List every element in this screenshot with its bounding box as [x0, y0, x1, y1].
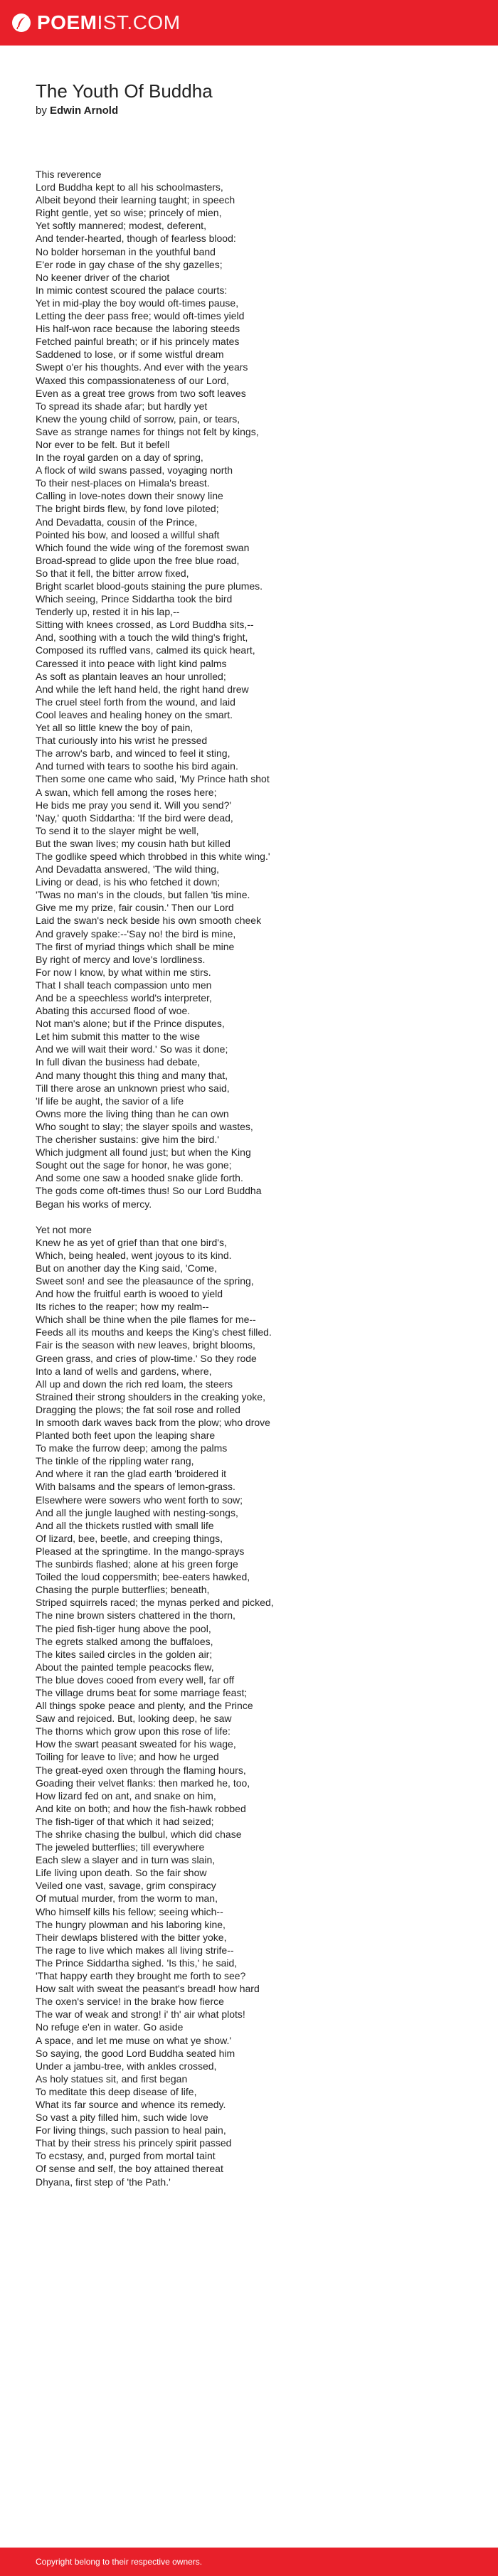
quill-icon: [11, 13, 31, 33]
poem-line: Abating this accursed flood of woe.: [36, 1005, 191, 1017]
footer: [0, 2548, 498, 2576]
poem-line: Right gentle, yet so wise; princely of mien,: [36, 207, 222, 219]
poem-line: Cool leaves and healing honey on the smart.: [36, 708, 233, 720]
poem-line: And how the fruitful earth is wooed to yield: [36, 1288, 223, 1300]
poem-line: How the swart peasant sweated for his wage,: [36, 1738, 236, 1750]
poem-line: The fish-tiger of that which it had seized;: [36, 1815, 214, 1827]
logo-text-strong: POEM: [37, 11, 97, 33]
poem-line: But the swan lives; my cousin hath but killed: [36, 837, 231, 849]
poem-line: Fetched painful breath; or if his princely mates: [36, 336, 240, 348]
poem-line: Sought out the sage for honor, he was gone;: [36, 1159, 232, 1171]
poem-line: And turned with tears to soothe his bird again.: [36, 760, 238, 772]
poem-line: E'er rode in gay chase of the shy gazelles;: [36, 258, 223, 270]
poem-line: All things spoke peace and plenty, and the Prince: [36, 1700, 253, 1712]
poem-line: Tenderly up, rested it in his lap,--: [36, 606, 180, 618]
poem-line: Till there arose an unknown priest who said,: [36, 1082, 230, 1094]
poem-line: Veiled one vast, savage, grim conspiracy: [36, 1880, 216, 1892]
poem-line: Yet not more: [36, 1223, 92, 1235]
poem-line: The great-eyed oxen through the flaming hours,: [36, 1764, 246, 1776]
poem-line: So that it fell, the bitter arrow fixed,: [36, 567, 189, 579]
poem-line: Living or dead, is his who fetched it down;: [36, 876, 221, 888]
poem-line: Yet in mid-play the boy would oft-times pause,: [36, 297, 239, 309]
poem-line: So saying, the good Lord Buddha seated him: [36, 2047, 235, 2059]
poem-line: And gravely spake:--'Say no! the bird is mine,: [36, 927, 236, 940]
poem-line: Life living upon death. So the fair show: [36, 1867, 207, 1879]
poem-line: And many thought this thing and many that,: [36, 1069, 228, 1081]
poem-line: Strained their strong shoulders in the creaking yoke,: [36, 1390, 265, 1403]
poem-line: Who himself kills his fellow; seeing which--: [36, 1905, 223, 1917]
poem-line: Which judgment all found just; but when the King: [36, 1146, 251, 1159]
poem-line: As soft as plantain leaves an hour unrolled;: [36, 670, 226, 682]
poem-line: 'That happy earth they brought me forth to see?: [36, 1970, 246, 1982]
poem-line: Knew the young child of sorrow, pain, or tears,: [36, 413, 240, 425]
poem-line: A swan, which fell among the roses here;: [36, 786, 217, 798]
poem-line: No bolder horseman in the youthful band: [36, 245, 216, 257]
poem-line: Broad-spread to glide upon the free blue road,: [36, 554, 240, 566]
copyright-text: Copyright belong to their respective owners.: [36, 2557, 203, 2567]
byline-prefix: by: [36, 105, 47, 117]
poem-line: The nine brown sisters chattered in the thorn,: [36, 1609, 235, 1622]
poem-line: The oxen's service! in the brake how fierce: [36, 1996, 224, 2008]
poem-line: By right of mercy and love's lordliness.: [36, 953, 206, 965]
poem-line: The bright birds flew, by fond love piloted;: [36, 503, 219, 515]
poem-line: No keener driver of the chariot: [36, 271, 170, 283]
poem-line: 'Twas no man's in the clouds, but fallen 'tis mine.: [36, 889, 250, 901]
poem-line: In full divan the business had debate,: [36, 1056, 201, 1068]
poem-line: The tinkle of the rippling water rang,: [36, 1455, 194, 1467]
poem-line: That by their stress his princely spirit passed: [36, 2137, 232, 2149]
logo-text-light: IST.COM: [97, 11, 181, 33]
poem-line: The jeweled butterflies; till everywhere: [36, 1841, 205, 1853]
poem-line: Caressed it into peace with light kind palms: [36, 657, 227, 669]
poem-line: The cherisher sustains: give him the bird.': [36, 1134, 219, 1146]
byline: [36, 104, 462, 118]
poem-line: Yet softly mannered; modest, deferent,: [36, 220, 206, 232]
poem-line: Save as strange names for things not felt by kings,: [36, 425, 259, 437]
poem-line: And Devadatta, cousin of the Prince,: [36, 516, 198, 528]
poem-line: And all the jungle laughed with nesting-songs,: [36, 1506, 238, 1518]
poem-line: Bright scarlet blood-gouts staining the pure plumes.: [36, 580, 263, 592]
poem-line: The Prince Siddartha sighed. 'Is this,' he said,: [36, 1957, 238, 1969]
poem-line: The war of weak and strong! i' th' air what plots!: [36, 2008, 245, 2021]
poem-line: And be a speechless world's interpreter,: [36, 992, 212, 1004]
poem-line: Their dewlaps blistered with the bitter yoke,: [36, 1931, 227, 1943]
poem-line: In the royal garden on a day of spring,: [36, 452, 203, 464]
poem-line: The shrike chasing the bulbul, which did chase: [36, 1829, 242, 1840]
poem-line: Toiled the loud coppersmith; bee-eaters hawked,: [36, 1571, 250, 1583]
poem-line: Feeds all its mouths and keeps the King's chest filled.: [36, 1326, 272, 1338]
poem-line: Even as a great tree grows from two soft leaves: [36, 387, 246, 399]
poem-line: Which seeing, Prince Siddartha took the bird: [36, 593, 233, 605]
poem-line: And, soothing with a touch the wild thing's fright,: [36, 632, 248, 644]
poem-line: To spread its shade afar; but hardly yet: [36, 400, 208, 412]
poem-line: And kite on both; and how the fish-hawk robbed: [36, 1802, 246, 1814]
poem-line: Sitting with knees crossed, as Lord Buddha sits,--: [36, 619, 254, 631]
poem-line: That curiously into his wrist he pressed: [36, 735, 208, 747]
poem-line: Yet all so little knew the boy of pain,: [36, 722, 194, 734]
poem-line: The egrets stalked among the buffaloes,: [36, 1635, 213, 1647]
poem-line: Saddened to lose, or if some wistful dream: [36, 348, 224, 361]
poem-line: Albeit beyond their learning taught; in speech: [36, 194, 235, 206]
poem-line: Its riches to the reaper; how my realm--: [36, 1301, 209, 1313]
poem-line: Into a land of wells and gardens, where,: [36, 1365, 212, 1377]
poem-line: Which found the wide wing of the foremost swan: [36, 541, 250, 553]
poem-line: Waxed this compassionateness of our Lord,: [36, 374, 229, 386]
poem-line: Then some one came who said, 'My Prince hath shot: [36, 773, 270, 785]
poem-line: A flock of wild swans passed, voyaging north: [36, 464, 233, 477]
poem-line: Dragging the plows; the fat soil rose and rolled: [36, 1403, 240, 1415]
poem-line: A space, and let me muse on what ye show.': [36, 2034, 232, 2046]
poem-line: Striped squirrels raced; the mynas perked and picked,: [36, 1597, 274, 1609]
poem-line: Let him submit this matter to the wise: [36, 1031, 201, 1043]
top-bar: [0, 0, 498, 46]
poem-line: 'If life be aught, the savior of a life: [36, 1095, 184, 1107]
poem-line: What its far source and whence its remedy.: [36, 2098, 226, 2110]
poem-line: And while the left hand held, the right hand drew: [36, 683, 249, 695]
poem-line: Green grass, and cries of plow-time.' So they rode: [36, 1352, 257, 1364]
poem-line: But on another day the King said, 'Come,: [36, 1262, 217, 1274]
poem-line: So vast a pity filled him, such wide love: [36, 2112, 208, 2124]
poem-line: The first of myriad things which shall be mine: [36, 940, 235, 952]
poem-line: No refuge e'en in water. Go aside: [36, 2021, 184, 2033]
poem-line: Not man's alone; but if the Prince disputes,: [36, 1018, 225, 1030]
poem-line: His half-won race because the laboring steeds: [36, 323, 240, 335]
poem-line: And we will wait their word.' So was it done;: [36, 1043, 228, 1055]
poem-line: The village drums beat for some marriage feast;: [36, 1686, 248, 1698]
poem-line: That I shall teach compassion unto men: [36, 979, 212, 991]
poem-line: Planted both feet upon the leaping share: [36, 1430, 216, 1442]
poem-line: Who sought to slay; the slayer spoils and wastes,: [36, 1120, 253, 1132]
poem-line: Fair is the season with new leaves, bright blooms,: [36, 1339, 255, 1351]
poem-line: Calling in love-notes down their snowy line: [36, 490, 223, 502]
poem-line: The cruel steel forth from the wound, and laid: [36, 696, 235, 708]
poem-line: Of lizard, bee, beetle, and creeping things,: [36, 1532, 223, 1544]
poem-line: In mimic contest scoured the palace courts:: [36, 284, 228, 296]
poem-line: As holy statues sit, and first began: [36, 2072, 188, 2085]
poem-line: This reverence: [36, 169, 102, 180]
poem-line: Under a jambu-tree, with ankles crossed,: [36, 2060, 217, 2072]
poem-body: [36, 168, 462, 2188]
poem-line: Nor ever to be felt. But it befell: [36, 438, 170, 450]
poem-line: Saw and rejoiced. But, looking deep, he saw: [36, 1713, 232, 1725]
poem-line: How salt with sweat the peasant's bread! how hard: [36, 1983, 260, 1995]
poem-line: To make the furrow deep; among the palms: [36, 1442, 228, 1454]
poem-line: How lizard fed on ant, and snake on him,: [36, 1789, 216, 1801]
poem-line: The thorns which grow upon this rose of life:: [36, 1725, 231, 1737]
poem-line: To send it to the slayer might be well,: [36, 824, 199, 836]
poem-line: Began his works of mercy.: [36, 1198, 152, 1210]
poem-line: And all the thickets rustled with small life: [36, 1519, 214, 1531]
poem-line: Of mutual murder, from the worm to man,: [36, 1893, 218, 1905]
stanza: [36, 1223, 462, 2188]
poem-line: 'Nay,' quoth Siddartha: 'If the bird were dead,: [36, 811, 233, 824]
poem-line: About the painted temple peacocks flew,: [36, 1661, 214, 1673]
poem-line: Chasing the purple butterflies; beneath,: [36, 1584, 210, 1596]
poem-line: To meditate this deep disease of life,: [36, 2085, 197, 2097]
poem-line: Dhyana, first step of 'the Path.': [36, 2176, 171, 2188]
poem-line: To their nest-places on Himala's breast.: [36, 477, 210, 489]
poem-line: The hungry plowman and his laboring kine,: [36, 1918, 226, 1930]
poem-line: The pied fish-tiger hung above the pool,: [36, 1622, 211, 1634]
author-link[interactable]: Edwin Arnold: [50, 105, 119, 117]
poem-line: Toiling for leave to live; and how he urged: [36, 1751, 219, 1763]
poem-line: Elsewhere were sowers who went forth to sow;: [36, 1494, 243, 1506]
poem-line: The godlike speed which throbbed in this white wing.': [36, 850, 270, 862]
poem-line: The arrow's barb, and winced to feel it sting,: [36, 747, 231, 760]
site-logo[interactable]: [11, 11, 181, 34]
stanza: [36, 168, 462, 1210]
poem-line: Each slew a slayer and in turn was slain,: [36, 1854, 216, 1866]
poem-title: The Youth Of Buddha: [36, 80, 213, 102]
poem-line: In smooth dark waves back from the plow; who drove: [36, 1417, 270, 1428]
poem-line: The rage to live which makes all living strife--: [36, 1944, 234, 1956]
poem-line: For now I know, by what within me stirs.: [36, 966, 211, 978]
poem-line: Laid the swan's neck beside his own smooth cheek: [36, 915, 262, 927]
poem-line: And tender-hearted, though of fearless blood:: [36, 233, 236, 245]
poem-line: The sunbirds flashed; alone at his green forge: [36, 1558, 238, 1570]
poem-line: Of sense and self, the boy attained thereat: [36, 2163, 223, 2175]
poem-line: Pleased at the springtime. In the mango-sprays: [36, 1545, 245, 1557]
poem-line: And where it ran the glad earth 'broidered it: [36, 1468, 227, 1480]
poem-line: Lord Buddha kept to all his schoolmasters,: [36, 181, 223, 193]
poem-line: The kites sailed circles in the golden air;: [36, 1648, 213, 1660]
poem-line: To ecstasy, and, purged from mortal taint: [36, 2150, 216, 2162]
poem-line: And Devadatta answered, 'The wild thing,: [36, 863, 219, 875]
poem-line: All up and down the rich red loam, the steers: [36, 1378, 233, 1390]
poem-line: With balsams and the spears of lemon-grass.: [36, 1481, 235, 1493]
poem-line: Knew he as yet of grief than that one bird's,: [36, 1236, 227, 1248]
poem-line: He bids me pray you send it. Will you send?': [36, 799, 232, 811]
poem-line: Which shall be thine when the pile flames for me--: [36, 1314, 256, 1326]
poem-line: Owns more the living thing than he can own: [36, 1107, 229, 1119]
poem-content: [36, 80, 462, 2188]
poem-line: Swept o'er his thoughts. And ever with the years: [36, 361, 248, 373]
poem-line: And some one saw a hooded snake glide forth.: [36, 1172, 243, 1184]
poem-line: Give me my prize, fair cousin.' Then our Lord: [36, 902, 234, 914]
poem-line: Which, being healed, went joyous to its kind.: [36, 1249, 232, 1261]
poem-line: Composed its ruffled vans, calmed its quick heart,: [36, 644, 255, 656]
poem-line: Letting the deer pass free; would oft-times yield: [36, 310, 245, 322]
poem-line: For living things, such passion to heal pain,: [36, 2124, 226, 2136]
poem-line: The blue doves cooed from every well, far off: [36, 1673, 235, 1686]
poem-line: Goading their velvet flanks: then marked he, too,: [36, 1777, 250, 1789]
poem-line: The gods come oft-times thus! So our Lord Buddha: [36, 1185, 262, 1197]
poem-line: Sweet son! and see the pleasaunce of the spring,: [36, 1274, 254, 1287]
poem-line: Pointed his bow, and loosed a willful shaft: [36, 528, 220, 541]
